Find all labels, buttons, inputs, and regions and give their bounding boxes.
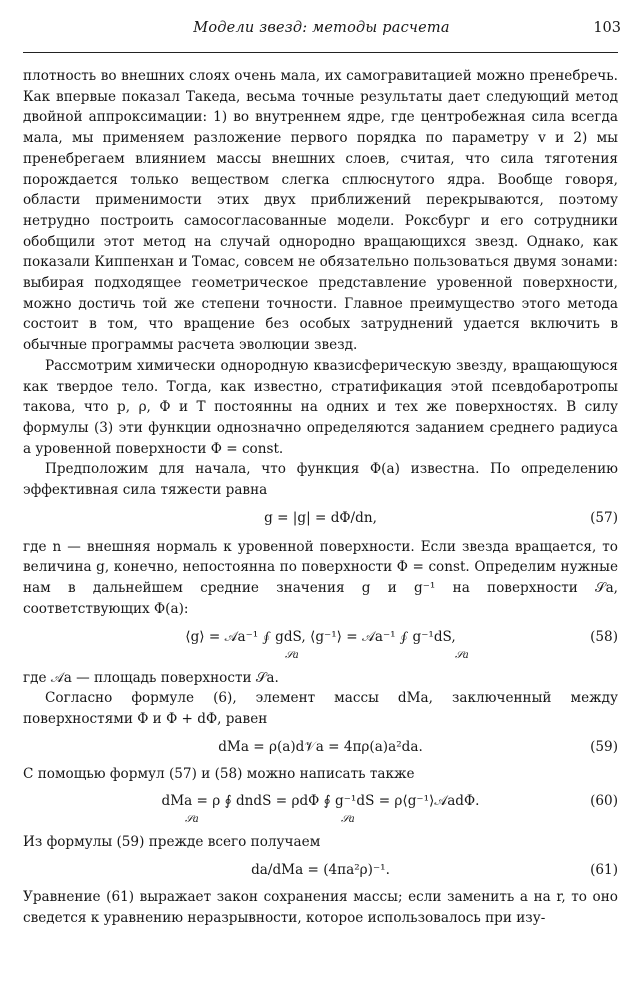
- header-rule: [23, 52, 618, 53]
- page-header: [0, 20, 643, 44]
- equation-57-number: (57): [590, 509, 618, 526]
- equation-60-number: (60): [590, 793, 618, 810]
- page-number: 103: [593, 20, 621, 36]
- paragraph-2: Рассмотрим химически однородную квазисферическую звезду, вращающуюся как твердое тело. Тогда, как известно, стратификация этой псевдобаротропы такова, что p, ρ, Φ и T постоянны на одних и тех же поверхностях. В силу формулы (3) эти функции однозначно определяются заданием среднего радиуса a уровенной поверхности Φ = const.: [23, 357, 618, 457]
- equation-58-number: (58): [590, 628, 618, 645]
- equation-61: [23, 857, 618, 883]
- paragraph-4: где n — внешняя нормаль к уровенной поверхности. Если звезда вращается, то величина g, конечно, непостоянна по поверхности Φ = const. Определим нужные нам в дальнейшем средние значения g и g⁻¹ на поверхности 𝒮a, соответствующих Φ(a):: [23, 538, 618, 617]
- equation-61-number: (61): [590, 862, 618, 879]
- equation-60-integral-subscript-2: 𝒮a: [341, 814, 355, 826]
- paragraph-7: С помощью формул (57) и (58) можно написать также: [23, 765, 415, 782]
- page-body: [23, 66, 618, 929]
- equation-59: [23, 734, 618, 760]
- equation-59-expr: dMa = ρ(a)d𝒱a = 4πρ(a)a²da.: [218, 738, 423, 755]
- equation-57-expr: g = |g| = dΦ/dn,: [264, 509, 377, 526]
- running-title: Модели звезд: методы расчета: [193, 20, 450, 36]
- equation-58-integral-subscript-1: 𝒮a: [285, 649, 299, 661]
- equation-60: [23, 788, 618, 832]
- equation-58: [23, 624, 618, 668]
- equation-60-integral-subscript-1: 𝒮a: [185, 814, 199, 826]
- equation-58-expr: ⟨g⟩ = 𝒜a⁻¹ ∮ gdS, ⟨g⁻¹⟩ = 𝒜a⁻¹ ∮ g⁻¹dS,: [185, 628, 456, 645]
- paragraph-6: Согласно формуле (6), элемент массы dMa, заключенный между поверхностями Φ и Φ + dΦ, равен: [23, 690, 618, 727]
- paragraph-8: Из формулы (59) прежде всего получаем: [23, 834, 321, 851]
- paragraph-1: плотность во внешних слоях очень мала, их самогравитацией можно пренебречь. Как впервые показал Такеда, весьма точные результаты дает следующий метод двойной аппроксимации: 1) во внутреннем ядре, где центробежная сила всегда мала, мы применяем разложение первого порядка по параметру v и 2) мы пренебрегаем влиянием массы внешних слоев, считая, что сила тяготения порождается только веществом слегка сплюснутого ядра. Вообще говоря, области применимости этих двух приближений перекрываются, поэтому нетрудно построить самосогласованные модели. Роксбург и его сотрудники обобщили этот метод на случай однородно вращающихся звезд. Однако, как показали Киппенхан и Томас, совсем не обязательно пользоваться двумя зонами: выбирая подходящее геометрическое представление уровенной поверхности, можно достичь той же степени точности. Главное преимущество этого метода состоит в том, что вращение без особых затруднений удается включить в обычные программы расчета эволюции звезд.: [23, 68, 618, 354]
- equation-61-expr: da/dMa = (4πa²ρ)⁻¹.: [251, 862, 390, 879]
- equation-57: [23, 505, 618, 531]
- paragraph-9: Уравнение (61) выражает закон сохранения массы; если заменить a на r, то оно сведется к уравнению неразрывности, которое использовалось при изу-: [23, 889, 618, 926]
- equation-58-integral-subscript-2: 𝒮a: [455, 649, 469, 661]
- paragraph-5: где 𝒜a — площадь поверхности 𝒮a.: [23, 669, 279, 686]
- equation-59-number: (59): [590, 738, 618, 755]
- equation-60-expr: dMa = ρ ∮ dndS = ρdΦ ∮ g⁻¹dS = ρ⟨g⁻¹⟩𝒜adΦ.: [161, 793, 480, 810]
- paragraph-3: Предположим для начала, что функция Φ(a) известна. По определению эффективная сила тяжести равна: [23, 461, 618, 499]
